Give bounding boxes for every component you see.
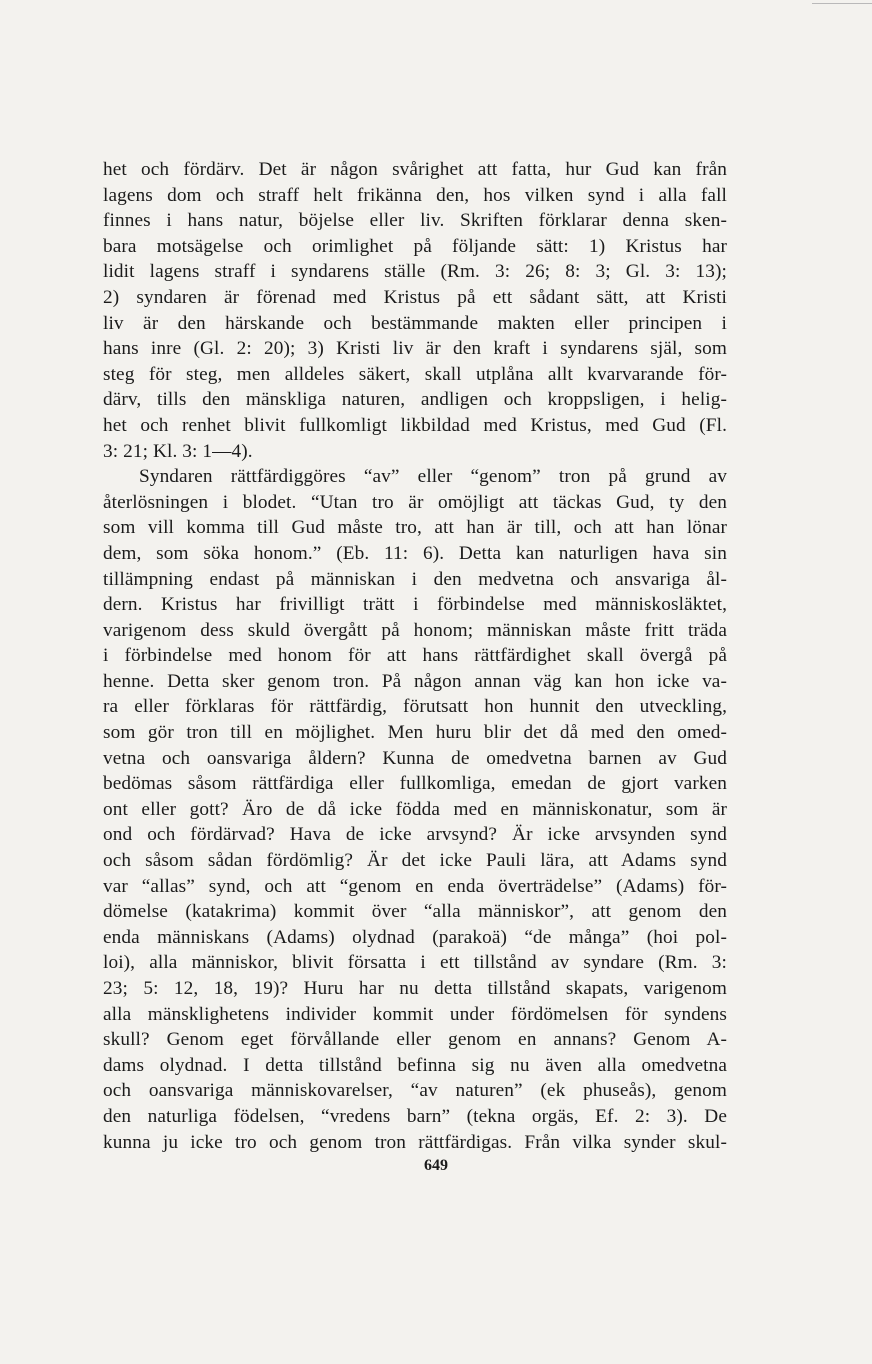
- text-line: ond och fördärvad? Hava de icke arvsynd? Är icke arvsynden synd: [103, 824, 727, 846]
- text-line: het och renhet blivit fullkomligt likbildad med Kristus, med Gud (Fl.: [103, 414, 727, 436]
- text-line: ont eller gott? Äro de då icke födda med en människonatur, som är: [103, 798, 727, 820]
- text-line: återlösningen i blodet. “Utan tro är omöjligt att täckas Gud, ty den: [103, 491, 727, 513]
- text-line: enda människans (Adams) olydnad (parakoä) “de många” (hoi pol-: [103, 926, 727, 948]
- text-line: i förbindelse med honom för att hans rättfärdighet skall övergå på: [103, 645, 727, 667]
- text-line: kunna ju icke tro och genom tron rättfärdigas. Från vilka synder skul-: [103, 1131, 727, 1153]
- text-line: dams olydnad. I detta tillstånd befinna sig nu även alla omedvetna: [103, 1054, 727, 1076]
- text-line: vetna och oansvariga åldern? Kunna de omedvetna barnen av Gud: [103, 747, 727, 769]
- text-line: var “allas” synd, och att “genom en enda överträdelse” (Adams) för-: [103, 875, 727, 897]
- text-line: bara motsägelse och orimlighet på följande sätt: 1) Kristus har: [103, 235, 727, 257]
- text-line: 3: 21; Kl. 3: 1—4).: [103, 440, 253, 462]
- text-line: som gör tron till en möjlighet. Men huru blir det då med den omed-: [103, 722, 727, 744]
- text-line: liv är den härskande och bestämmande makten eller principen i: [103, 312, 727, 334]
- text-line: loi), alla människor, blivit försatta i ett tillstånd av syndare (Rm. 3:: [103, 952, 727, 974]
- text-line: skull? Genom eget förvållande eller genom en annans? Genom A-: [103, 1029, 727, 1051]
- text-line: 2) syndaren är förenad med Kristus på ett sådant sätt, att Kristi: [103, 286, 727, 308]
- body-text: [103, 157, 727, 1155]
- text-line: dern. Kristus har frivilligt trätt i förbindelse med människosläktet,: [103, 594, 727, 616]
- text-line: Syndaren rättfärdiggöres “av” eller “genom” tron på grund av: [139, 466, 727, 488]
- text-line: som vill komma till Gud måste tro, att han är till, och att han lönar: [103, 517, 727, 539]
- text-line: lagens dom och straff helt frikänna den, hos vilken synd i alla fall: [103, 184, 727, 206]
- text-line: dem, som söka honom.” (Eb. 11: 6). Detta kan naturligen hava sin: [103, 542, 727, 564]
- text-line: steg för steg, men alldeles säkert, skall utplåna allt kvarvarande för-: [103, 363, 727, 385]
- edge-rule: [812, 3, 872, 4]
- text-line: 23; 5: 12, 18, 19)? Huru har nu detta tillstånd skapats, varigenom: [103, 978, 727, 999]
- text-line: bedömas såsom rättfärdiga eller fullkomliga, emedan de gjort varken: [103, 773, 727, 795]
- text-line: hans inre (Gl. 2: 20); 3) Kristi liv är den kraft i syndarens själ, som: [103, 338, 727, 360]
- text-line: den naturliga födelsen, “vredens barn” (tekna orgäs, Ef. 2: 3). De: [103, 1105, 727, 1127]
- text-line: varigenom dess skuld övergått på honom; människan måste fritt träda: [103, 619, 727, 641]
- page-number: 649: [424, 1157, 448, 1174]
- text-line: henne. Detta sker genom tron. På någon annan väg kan hon icke va-: [103, 670, 727, 692]
- text-line: alla mänsklighetens individer kommit under fördömelsen för syndens: [103, 1003, 727, 1025]
- text-line: och oansvariga människovarelser, “av naturen” (ek phuseås), genom: [103, 1080, 727, 1102]
- text-line: tillämpning endast på människan i den medvetna och ansvariga ål-: [103, 568, 727, 590]
- text-line: därv, tills den mänskliga naturen, andligen och kroppsligen, i helig-: [103, 389, 727, 411]
- text-line: het och fördärv. Det är någon svårighet att fatta, hur Gud kan från: [103, 159, 727, 180]
- text-line: och såsom sådan fördömlig? Är det icke Pauli lära, att Adams synd: [103, 850, 727, 872]
- text-line: dömelse (katakrima) kommit över “alla människor”, att genom den: [103, 901, 727, 923]
- text-line: lidit lagens straff i syndarens ställe (Rm. 3: 26; 8: 3; Gl. 3: 13);: [103, 261, 727, 283]
- text-line: ra eller förklaras för rättfärdig, förutsatt hon hunnit den utveckling,: [103, 696, 727, 718]
- text-line: finnes i hans natur, böjelse eller liv. Skriften förklarar denna sken-: [103, 210, 727, 232]
